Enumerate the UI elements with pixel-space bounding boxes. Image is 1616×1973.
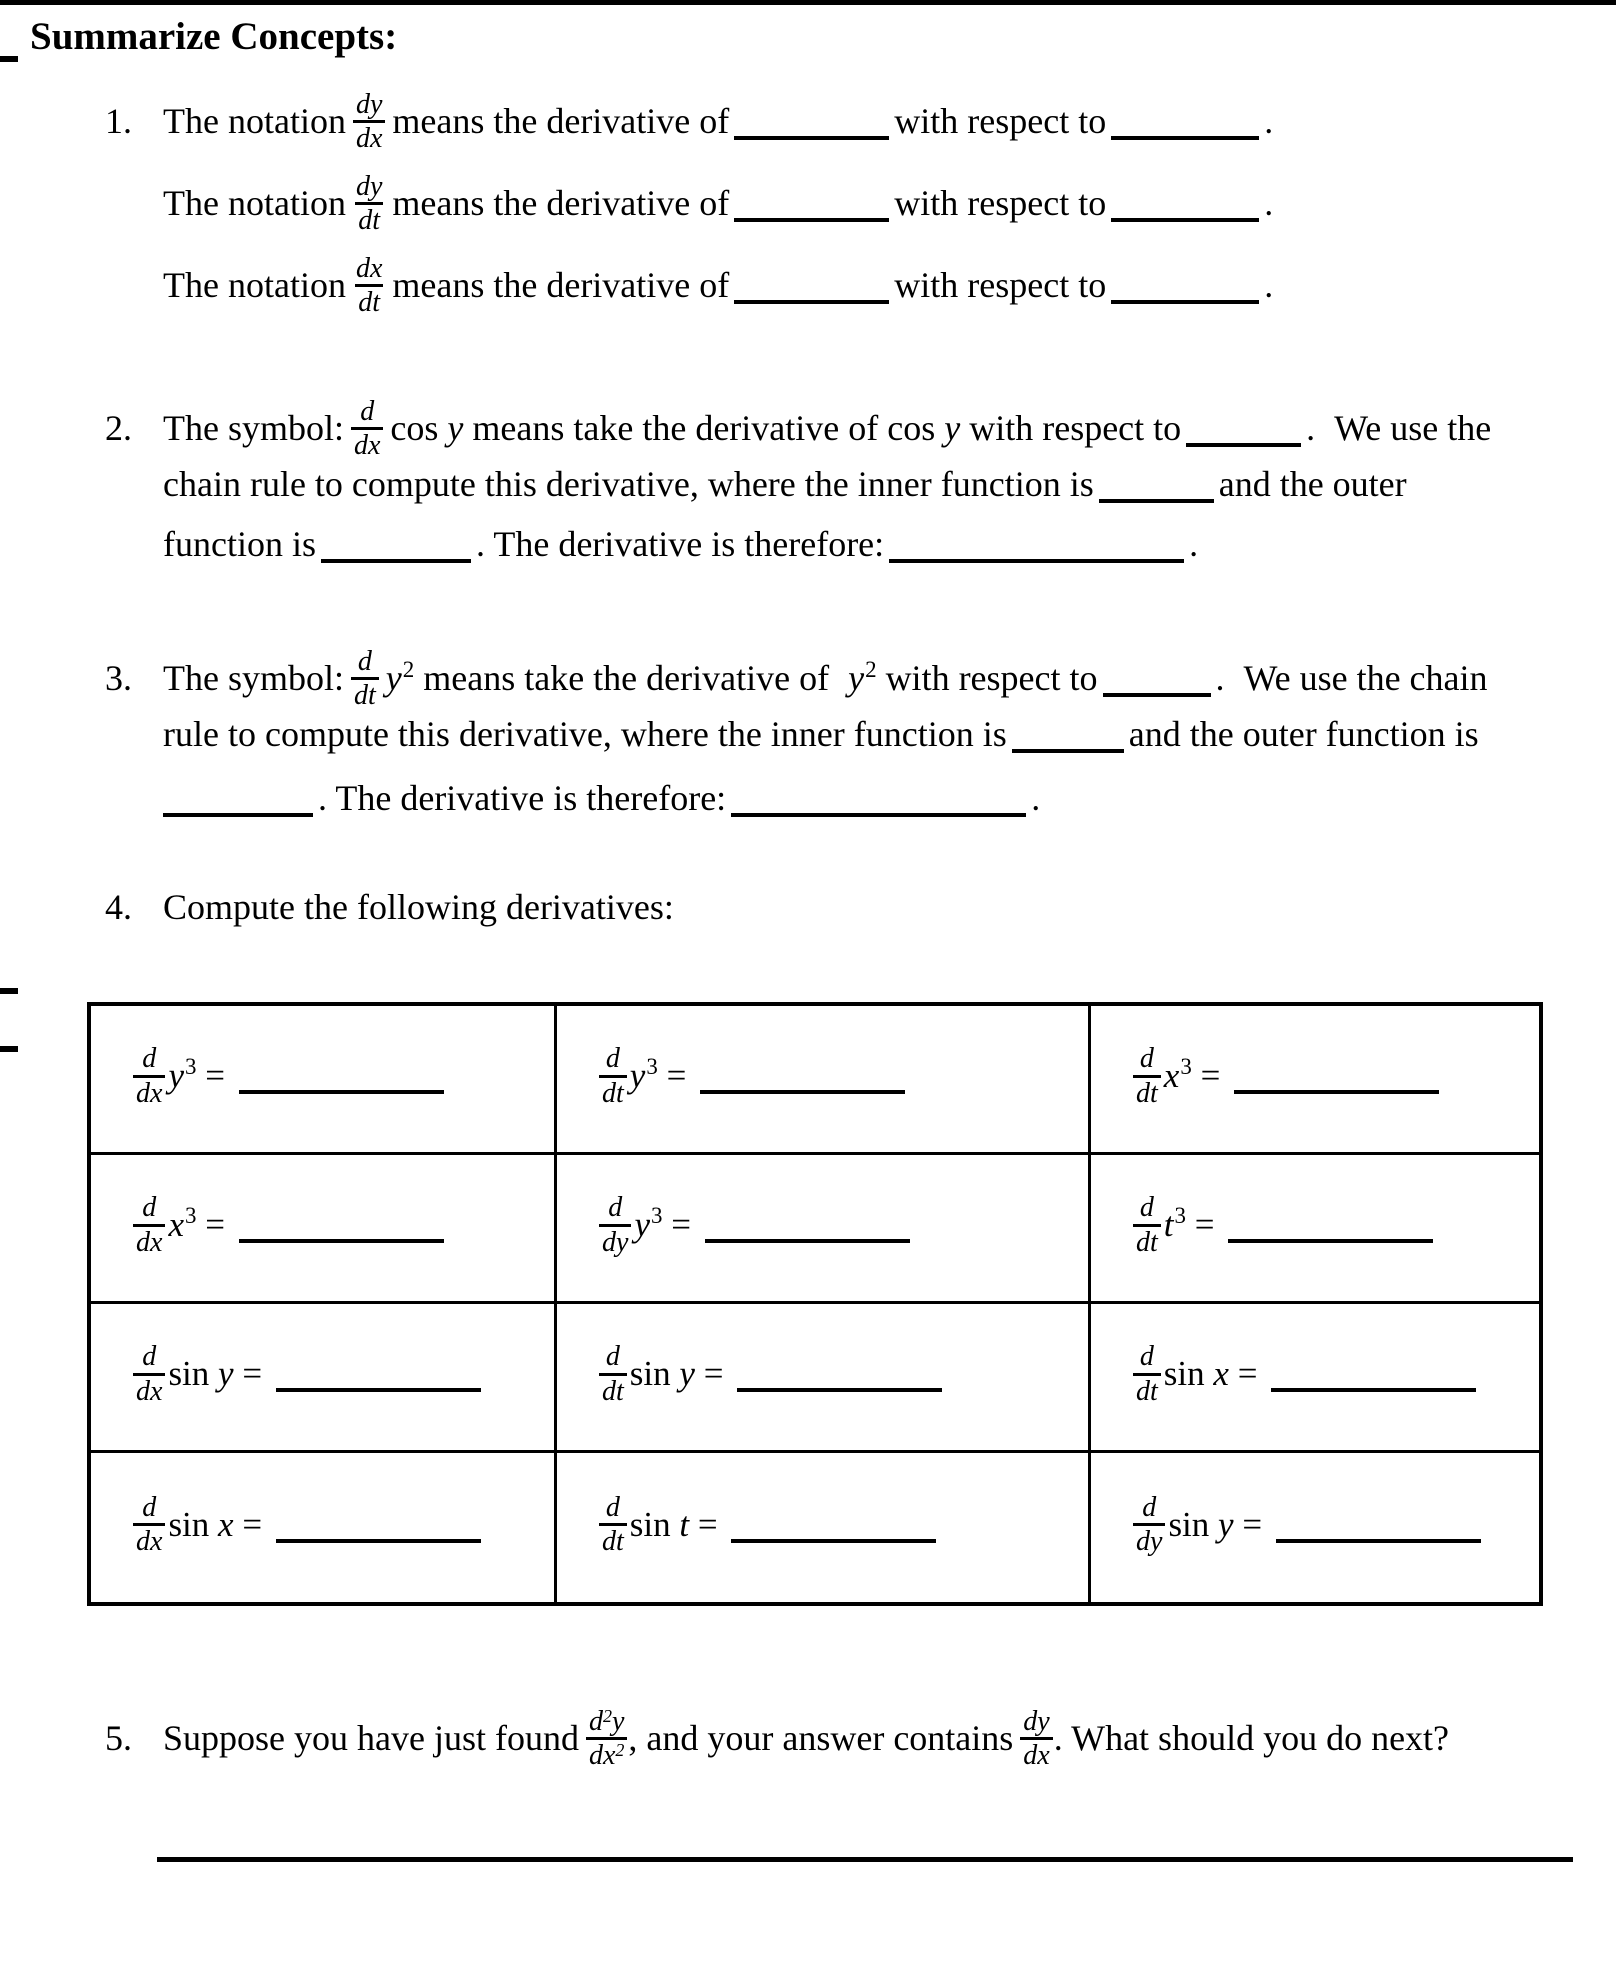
math-fraction (351, 396, 383, 462)
answer-blank (239, 1090, 444, 1094)
fraction-numerator: dx (355, 253, 383, 284)
table-cell (557, 1155, 1091, 1304)
text-segment: . (1215, 658, 1225, 699)
math-variable: y (1218, 1504, 1234, 1544)
math-function: sin (1168, 1504, 1210, 1544)
fraction-numerator: d (142, 1491, 157, 1523)
text-segment: . (1053, 1718, 1063, 1759)
math-variable: y (679, 1354, 695, 1394)
math-variable: dx (588, 1740, 616, 1772)
equals-sign: = (1200, 1056, 1221, 1096)
text-segment: with respect to (969, 408, 1182, 449)
derivative-expression (133, 1043, 449, 1112)
math-superscript: 3 (184, 1203, 197, 1229)
answer-blank (276, 1388, 481, 1392)
answer-blank (276, 1539, 481, 1543)
text-segment: and the outer function is (1128, 714, 1479, 754)
math-function: cos (390, 408, 439, 449)
item-3-line-2 (163, 711, 1479, 757)
list-number-5: 5. (105, 1718, 132, 1759)
derivative-expression (133, 1341, 486, 1410)
fraction-denominator: dx (351, 427, 383, 461)
math-fraction (133, 1043, 165, 1109)
item-1-line-2 (163, 171, 1274, 240)
text-segment: , (628, 1718, 638, 1759)
text-segment: We use the (1334, 408, 1492, 449)
answer-blank (700, 1090, 905, 1094)
text-segment: Compute the following derivatives: (163, 887, 674, 927)
text-segment: means the derivative of (392, 265, 730, 306)
answer-blank (705, 1239, 910, 1243)
math-superscript: 3 (184, 1054, 197, 1080)
list-number-1: 1. (105, 101, 132, 142)
table-cell (557, 1304, 1091, 1453)
fraction-denominator: dt (599, 1075, 627, 1109)
item-3-line-1 (105, 646, 1488, 715)
fill-in-blank (1012, 749, 1124, 753)
math-variable: y (168, 1056, 184, 1096)
fraction-numerator: d (1139, 1043, 1154, 1075)
margin-mark (0, 1046, 18, 1052)
text-segment: . (1306, 408, 1316, 449)
text-segment: The notation (163, 101, 346, 142)
fraction-numerator: dy (355, 171, 383, 202)
equals-sign: = (1237, 1354, 1258, 1394)
math-function: sin (1163, 1354, 1205, 1394)
text-segment: means the derivative of (392, 183, 730, 224)
math-fraction (1133, 1341, 1161, 1407)
math-function: sin (629, 1354, 671, 1394)
math-fraction (1133, 1043, 1161, 1109)
derivatives-table (87, 1002, 1543, 1606)
fraction-numerator: d (357, 646, 372, 677)
derivative-expression (599, 1192, 915, 1261)
equals-sign: = (242, 1504, 263, 1544)
item-5-line (105, 1706, 1450, 1775)
math-fraction (353, 253, 385, 319)
fraction-denominator: dx (133, 1224, 165, 1258)
margin-mark (0, 56, 18, 62)
math-superscript: 2 (402, 657, 415, 683)
text-segment: . (1189, 524, 1199, 564)
math-function: sin (629, 1504, 671, 1544)
math-fraction (599, 1492, 627, 1558)
answer-line (157, 1857, 1573, 1862)
fraction-denominator: dt (599, 1373, 627, 1407)
text-segment: What should you do next? (1071, 1718, 1450, 1759)
math-variable: y (218, 1354, 234, 1394)
math-fraction (599, 1043, 627, 1109)
fraction-numerator: d (142, 1341, 157, 1373)
list-number-3: 3. (105, 658, 132, 699)
text-segment: with respect to (894, 183, 1107, 224)
math-variable: y (385, 658, 402, 699)
math-fraction (599, 1341, 627, 1407)
text-segment: means take the derivative of (423, 658, 830, 699)
table-cell (1091, 1304, 1539, 1453)
math-variable: t (1163, 1205, 1174, 1245)
text-segment: The derivative is therefore: (335, 778, 727, 818)
answer-blank (737, 1388, 942, 1392)
fraction-denominator: dt (599, 1523, 627, 1557)
fraction-numerator: d (1139, 1192, 1154, 1224)
margin-mark (0, 988, 18, 994)
fill-in-blank (889, 559, 1184, 563)
math-variable: x (1213, 1354, 1229, 1394)
math-superscript: 3 (1174, 1203, 1187, 1229)
derivative-expression (1133, 1491, 1486, 1561)
fraction-denominator: dx (133, 1373, 165, 1407)
item-4-line (105, 884, 674, 930)
text-segment: The symbol: (163, 658, 344, 699)
fill-in-blank (1099, 499, 1214, 503)
math-fraction (1020, 1706, 1052, 1772)
fraction-denominator (586, 1737, 627, 1771)
fraction-numerator: d (605, 1043, 620, 1075)
fraction-denominator: dx (133, 1075, 165, 1109)
table-cell (557, 1006, 1091, 1155)
table-cell (91, 1006, 557, 1155)
fraction-denominator: dt (1133, 1075, 1161, 1109)
math-variable: y (611, 1706, 625, 1737)
math-fraction (133, 1192, 165, 1258)
math-variable: x (218, 1504, 234, 1544)
fill-in-blank (1111, 136, 1259, 140)
fraction-numerator: d (142, 1043, 157, 1075)
fraction-numerator: d (360, 396, 375, 427)
fill-in-blank (1111, 218, 1259, 222)
answer-blank (1271, 1388, 1476, 1392)
fill-in-blank (321, 559, 471, 563)
table-cell (91, 1453, 557, 1602)
fill-in-blank (163, 813, 313, 817)
answer-blank (1276, 1539, 1481, 1543)
fraction-denominator: dt (355, 202, 383, 236)
derivative-expression (599, 1341, 947, 1410)
fill-in-blank (734, 136, 889, 140)
fraction-denominator: dy (1133, 1523, 1165, 1557)
math-superscript: 2 (602, 1706, 612, 1726)
table-cell (91, 1155, 557, 1304)
text-segment: . (1264, 101, 1274, 142)
text-segment: . (1264, 265, 1274, 306)
item-2-line-3 (163, 521, 1198, 567)
equals-sign: = (697, 1504, 718, 1544)
text-segment: We use the chain (1243, 658, 1488, 699)
fill-in-blank (731, 813, 1026, 817)
list-number-2: 2. (105, 408, 132, 449)
fraction-denominator: dt (1133, 1373, 1161, 1407)
math-variable: x (168, 1205, 184, 1245)
text-segment: and the outer (1218, 464, 1407, 504)
math-variable: y (848, 658, 865, 699)
equals-sign: = (242, 1354, 263, 1394)
text-segment: . (1031, 778, 1041, 818)
fraction-numerator: dy (1023, 1706, 1050, 1737)
table-cell (91, 1304, 557, 1453)
math-fraction (133, 1492, 165, 1558)
fraction-numerator: d (1142, 1491, 1157, 1523)
derivative-expression (1133, 1341, 1481, 1410)
math-function: cos (887, 408, 936, 449)
equals-sign: = (205, 1056, 225, 1096)
math-superscript: 3 (1180, 1054, 1192, 1080)
answer-blank (1234, 1090, 1439, 1094)
fraction-denominator: dy (599, 1224, 631, 1258)
derivative-expression (599, 1043, 910, 1112)
equals-sign: = (703, 1354, 724, 1394)
text-segment: with respect to (894, 101, 1107, 142)
text-segment: and your answer contains (646, 1718, 1014, 1759)
item-2-line-1 (105, 396, 1492, 465)
derivative-expression (133, 1192, 449, 1261)
math-function: sin (168, 1354, 210, 1394)
table-cell (557, 1453, 1091, 1602)
math-superscript: 3 (646, 1054, 658, 1080)
text-segment: with respect to (894, 265, 1107, 306)
item-1-line-3 (163, 253, 1274, 322)
math-variable: y (944, 408, 961, 449)
math-fraction (1133, 1492, 1165, 1558)
equals-sign: = (671, 1205, 691, 1245)
derivative-expression (1133, 1192, 1438, 1261)
fraction-numerator: d (605, 1341, 620, 1373)
fill-in-blank (1186, 443, 1301, 447)
text-segment: chain rule to compute this derivative, where the inner function is (163, 464, 1094, 504)
math-fraction (353, 89, 385, 155)
math-variable: y (634, 1205, 650, 1245)
math-fraction (133, 1341, 165, 1407)
fill-in-blank (734, 218, 889, 222)
derivative-expression (599, 1491, 941, 1561)
fraction-numerator: d (1139, 1341, 1154, 1373)
text-segment: The notation (163, 265, 346, 306)
fraction-denominator: dt (1133, 1224, 1161, 1258)
math-fraction (586, 1706, 627, 1772)
equals-sign: = (666, 1056, 687, 1096)
fill-in-blank (1111, 300, 1259, 304)
answer-blank (239, 1239, 444, 1243)
math-function: sin (168, 1504, 210, 1544)
text-segment: . (475, 524, 485, 564)
text-segment: . (318, 778, 327, 818)
text-segment: means take the derivative of (472, 408, 879, 449)
table-cell (1091, 1155, 1539, 1304)
math-variable: d (588, 1706, 603, 1737)
math-superscript: 2 (865, 657, 877, 683)
text-segment: with respect to (885, 658, 1098, 699)
math-variable: y (447, 408, 464, 449)
page-title: Summarize Concepts: (30, 15, 398, 58)
text-segment: The derivative is therefore: (493, 524, 885, 564)
math-variable: y (629, 1056, 646, 1096)
item-3-line-3 (163, 775, 1040, 821)
answer-blank (1228, 1239, 1433, 1243)
fraction-numerator: d (142, 1192, 157, 1224)
fraction-denominator: dx (133, 1523, 165, 1557)
fraction-denominator: dx (353, 120, 385, 154)
math-fraction (599, 1192, 631, 1258)
math-fraction (1133, 1192, 1161, 1258)
fill-in-blank (734, 300, 889, 304)
text-segment: means the derivative of (392, 101, 730, 142)
math-superscript: 3 (650, 1203, 663, 1229)
top-rule-line (0, 0, 1616, 5)
text-segment: rule to compute this derivative, where the inner function is (163, 714, 1007, 754)
math-variable: t (679, 1504, 690, 1544)
text-segment: Suppose you have just found (163, 1718, 579, 1759)
answer-blank (731, 1539, 936, 1543)
text-segment: The symbol: (163, 408, 344, 449)
table-cell (1091, 1006, 1539, 1155)
item-1-line-1 (105, 89, 1274, 158)
equals-sign: = (1194, 1205, 1215, 1245)
math-fraction (353, 171, 385, 237)
fraction-denominator: dt (351, 677, 379, 711)
math-superscript: 2 (615, 1740, 625, 1761)
item-2-line-2 (163, 461, 1407, 507)
derivative-expression (133, 1491, 486, 1561)
text-segment: . (1264, 183, 1274, 224)
text-segment: function is (163, 524, 316, 564)
list-number-4: 4. (105, 887, 132, 927)
fraction-numerator: d (605, 1491, 620, 1523)
equals-sign: = (205, 1205, 225, 1245)
table-cell (1091, 1453, 1539, 1602)
fraction-denominator: dx (1020, 1737, 1052, 1771)
fraction-numerator: d (608, 1192, 623, 1224)
derivative-expression (1133, 1043, 1444, 1112)
math-variable: x (1163, 1056, 1180, 1096)
fraction-denominator: dt (355, 284, 383, 318)
fraction-numerator: dy (355, 89, 383, 120)
fill-in-blank (1103, 693, 1211, 697)
text-segment: The notation (163, 183, 346, 224)
equals-sign: = (1242, 1504, 1263, 1544)
math-fraction (351, 646, 379, 712)
fraction-numerator (586, 1706, 627, 1737)
